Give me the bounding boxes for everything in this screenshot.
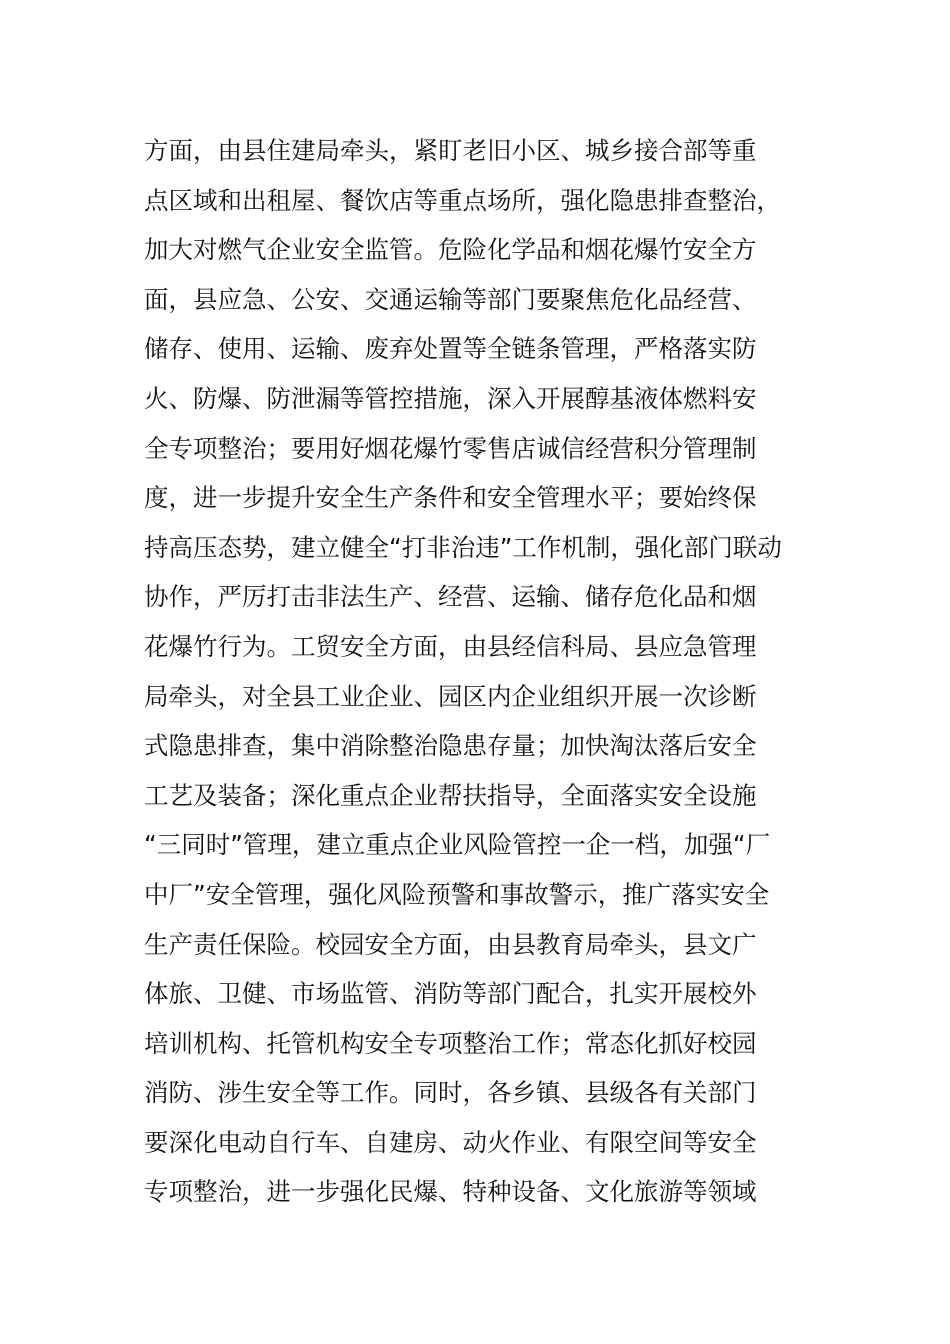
text-line: 协作，严厉打击非法生产、经营、运输、储存危化品和烟	[144, 582, 757, 612]
text-line: 方面，由县住建局牵头，紧盯老旧小区、城乡接合部等重	[144, 136, 757, 165]
text-line: 火、防爆、防泄漏等管控措施，深入开展醇基液体燃料安	[144, 383, 757, 413]
text-line: 工艺及装备；深化重点企业帮扶指导，全面落实安全设施	[144, 780, 757, 810]
text-line: 专项整治，进一步强化民爆、特种设备、文化旅游等领域	[144, 1177, 757, 1207]
text-line: 全专项整治；要用好烟花爆竹零售店诚信经营积分管理制	[144, 433, 757, 463]
text-line: 体旅、卫健、市场监管、消防等部门配合，扎实开展校外	[144, 979, 757, 1009]
text-line: 面，县应急、公安、交通运输等部门要聚焦危化品经营、	[144, 284, 757, 314]
text-line: 局牵头，对全县工业企业、园区内企业组织开展一次诊断	[144, 681, 757, 711]
text-line: 培训机构、托管机构安全专项整治工作；常态化抓好校园	[144, 1028, 757, 1058]
text-line: “三同时”管理，建立重点企业风险管控一企一档，加强“厂	[144, 830, 771, 860]
text-line: 消防、涉生安全等工作。同时，各乡镇、县级各有关部门	[144, 1078, 757, 1108]
text-line: 要深化电动自行车、自建房、动火作业、有限空间等安全	[144, 1127, 757, 1157]
text-line: 储存、使用、运输、废弃处置等全链条管理，严格落实防	[144, 334, 757, 364]
text-line: 花爆竹行为。工贸安全方面，由县经信科局、县应急管理	[144, 631, 757, 661]
text-line: 生产责任保险。校园安全方面，由县教育局牵头，县文广	[144, 929, 757, 959]
text-line: 点区域和出租屋、餐饮店等重点场所，强化隐患排查整治，	[144, 185, 781, 215]
text-line: 持高压态势，建立健全“打非治违”工作机制，强化部门联动	[144, 532, 782, 562]
text-line: 中厂”安全管理，强化风险预警和事故警示，推广落实安全	[144, 879, 770, 909]
text-line: 度，进一步提升安全生产条件和安全管理水平；要始终保	[144, 483, 757, 513]
text-line: 式隐患排查，集中消除整治隐患存量；加快淘汰落后安全	[144, 731, 757, 761]
text-line: 加大对燃气企业安全监管。危险化学品和烟花爆竹安全方	[144, 235, 757, 265]
body-text	[144, 126, 814, 1217]
